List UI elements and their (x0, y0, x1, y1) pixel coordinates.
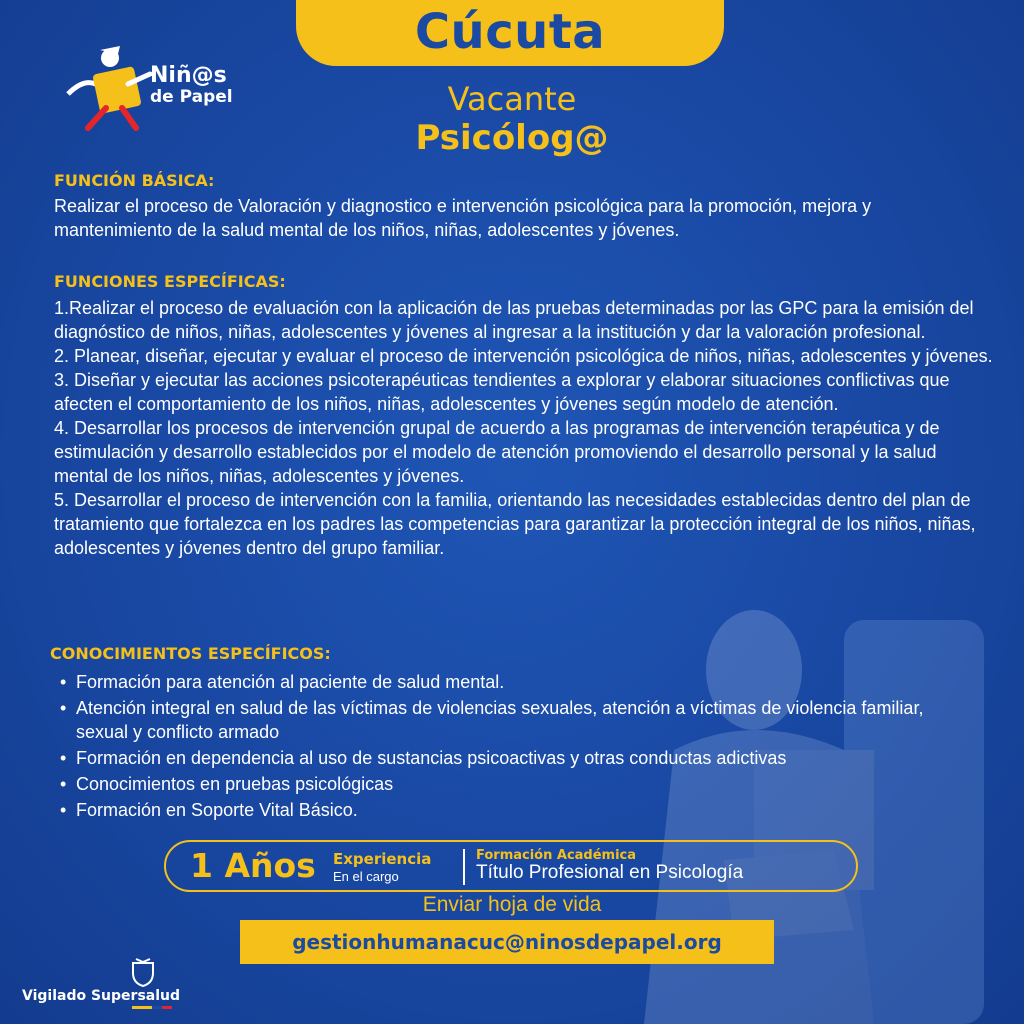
city-title: Cúcuta (414, 4, 606, 60)
function-item-1: 1.Realizar el proceso de evaluación con la aplicación de las pruebas determinadas por las GPC para la emisión del diagnóstico de niños, niñas, adolescentes y jóvenes al ingresar a la institución y dar la valoración profesional. (54, 298, 974, 342)
function-item-4: 4. Desarrollar los procesos de intervención grupal de acuerdo a las programas de intervención terapéutica y de estimulación y desarrollo establecidos por el modelo de atención promoviendo el desarrollo personal y la salud mental de los niños, niñas, adolescentes y jóvenes. (54, 418, 940, 486)
colombia-flag-icon (132, 1006, 172, 1009)
basic-function-text: Realizar el proceso de Valoración y diagnostico e intervención psicológica para la promoción, mejora y mantenimiento de la salud mental de los niños, niñas, adolescentes y jóvenes. (54, 196, 872, 240)
knowledge-item-5: • Formación en Soporte Vital Básico. (60, 798, 940, 822)
logo-line-1: Niñ@s (150, 63, 227, 88)
vigilado-supersalud: Vigilado Supersalud (22, 988, 181, 1004)
experience-sub: En el cargo (333, 869, 399, 884)
academic-value: Título Profesional en Psicología (476, 862, 744, 883)
send-cv-label: Enviar hoja de vida (422, 893, 602, 916)
experience-years: 1 Años (190, 846, 316, 885)
specific-knowledge-heading: CONOCIMIENTOS ESPECÍFICOS: (50, 644, 331, 663)
knowledge-item-1: • Formación para atención al paciente de salud mental. (60, 670, 940, 694)
academic-label: Formación Académica (476, 848, 637, 863)
knowledge-item-3: • Formación en dependencia al uso de sustancias psicoactivas y otras conductas adictivas (60, 746, 940, 770)
function-item-3: 3. Diseñar y ejecutar las acciones psicoterapéuticas tendientes a explorar y elaborar situaciones conflictivas que afecten el comportamiento de los niños, niñas, adolescentes y jóvenes según modelo de atención. (54, 370, 950, 414)
function-item-5: 5. Desarrollar el proceso de intervención con la familia, orientando las necesidades establecidas dentro del plan de tratamiento que fortalezca en los padres las competencias para garantizar la protección integral de los niños, niñas, adolescentes y jóvenes dentro del grupo familiar. (54, 490, 976, 558)
function-item-2: 2. Planear, diseñar, ejecutar y evaluar el proceso de intervención psicológica de niños, niñas, adolescentes y jóvenes. (54, 346, 993, 366)
knowledge-item-2: • Atención integral en salud de las víctimas de violencias sexuales, atención a víctimas de violencia familiar, sexual y conflicto armado (60, 696, 940, 744)
vacancy-label: Vacante (447, 80, 577, 118)
logo-line-2: de Papel (150, 87, 233, 108)
experience-label: Experiencia (333, 850, 432, 868)
basic-function-heading: FUNCIÓN BÁSICA: (54, 171, 215, 190)
colombia-shield-icon (130, 957, 156, 987)
knowledge-item-4: • Conocimientos en pruebas psicológicas (60, 772, 940, 796)
specific-knowledge-list (60, 670, 940, 824)
city-banner (296, 0, 724, 66)
specific-functions-heading: FUNCIONES ESPECÍFICAS: (54, 272, 286, 291)
email-box (240, 920, 774, 964)
experience-divider (463, 849, 465, 885)
specific-functions-list (54, 296, 994, 560)
vacancy-role: Psicólog@ (415, 118, 609, 158)
contact-email[interactable]: gestionhumanacuc@ninosdepapel.org (292, 930, 722, 954)
